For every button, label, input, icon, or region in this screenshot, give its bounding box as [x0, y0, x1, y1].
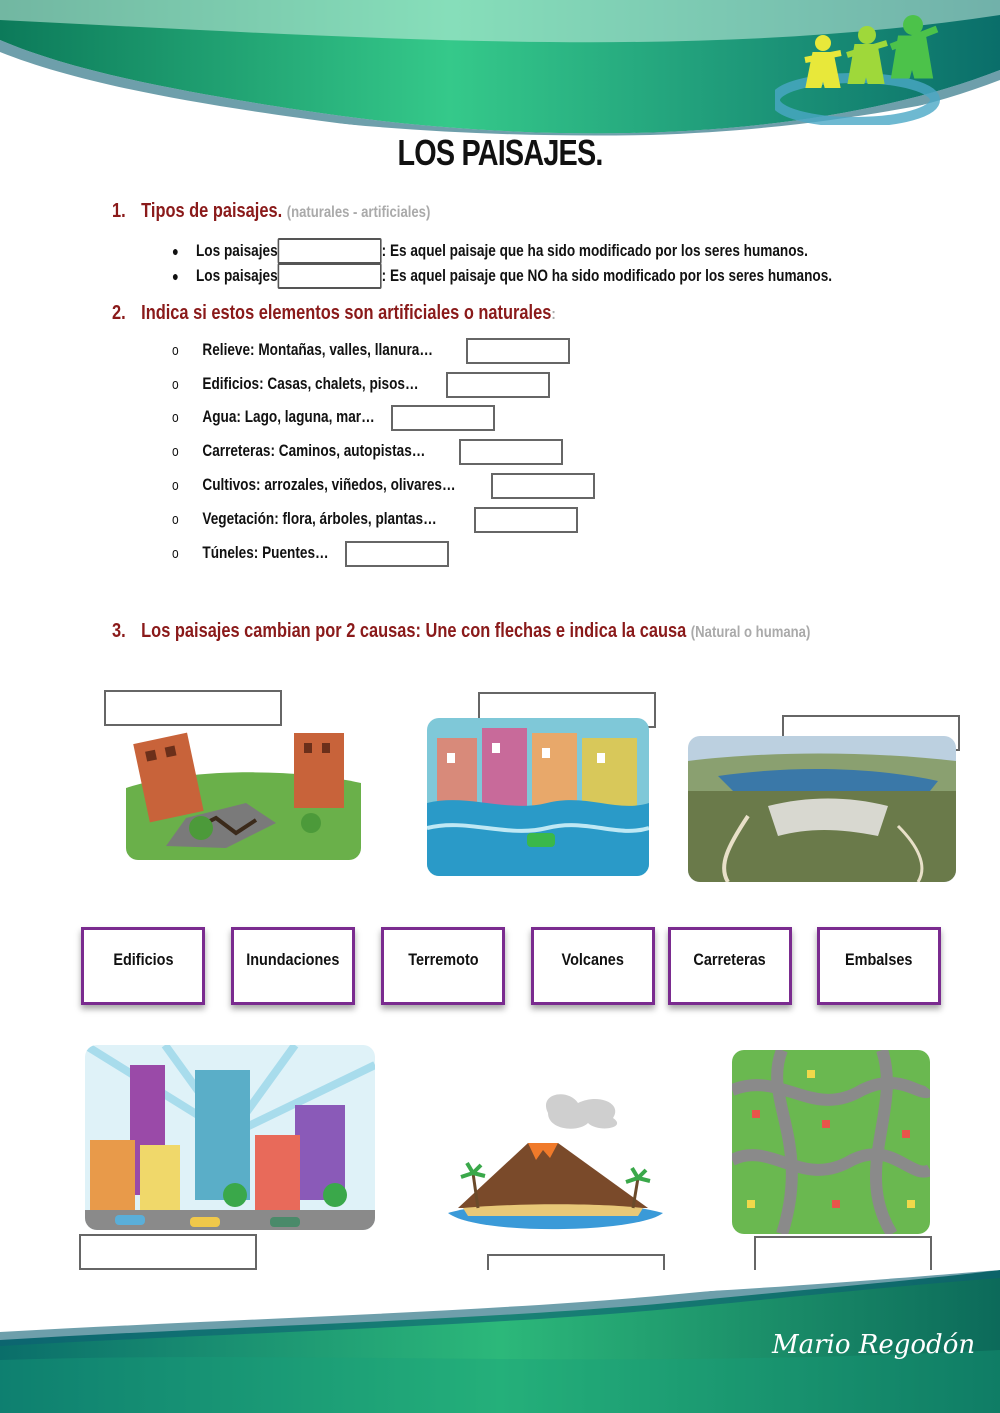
section3-number: 3. [112, 620, 126, 642]
section2-item [172, 543, 329, 563]
word-card-label: Volcanes [561, 950, 625, 969]
item-prefix: Los paisajes [196, 266, 278, 285]
flood-image [427, 718, 649, 876]
section2-number: 2. [112, 302, 126, 324]
section2-item-label: Túneles: Puentes… [202, 543, 329, 562]
city-buildings-image [85, 1045, 375, 1230]
section2-answer-box[interactable] [446, 372, 550, 398]
bullet-icon: ● [172, 243, 179, 259]
cause-answer-box-roads[interactable] [754, 1236, 932, 1272]
answer-blank-natural[interactable] [278, 263, 382, 289]
word-card-label: Inundaciones [246, 950, 340, 969]
section2-item-label: Vegetación: flora, árboles, plantas… [202, 509, 437, 528]
section1-number: 1. [112, 200, 126, 222]
section2-item [172, 475, 456, 495]
section2-suffix: : [551, 306, 556, 323]
author-signature: Mario Regodón [772, 1330, 976, 1360]
hollow-bullet-icon: o [172, 376, 179, 393]
section2-item [172, 340, 433, 360]
word-card-carreteras[interactable] [668, 927, 792, 1005]
word-card-label: Edificios [112, 950, 174, 969]
word-card-embalses[interactable] [817, 927, 941, 1005]
page-title: LOS PAISAJES. [397, 132, 603, 173]
section3-heading [112, 620, 810, 643]
hollow-bullet-icon: o [172, 511, 179, 528]
section2-item-label: Agua: Lago, laguna, mar… [202, 407, 375, 426]
cause-answer-box-buildings[interactable] [79, 1234, 257, 1270]
bullet-icon: ● [172, 268, 179, 284]
dam-image [688, 736, 956, 882]
volcano-image [438, 1088, 668, 1248]
section1-hint: (naturales - artificiales) [286, 204, 431, 221]
section2-title: Indica si estos elementos son artificiales o naturales [141, 302, 552, 324]
section2-item [172, 374, 419, 394]
section2-answer-box[interactable] [474, 507, 578, 533]
section2-item [172, 407, 375, 427]
section3-title: Los paisajes cambian por 2 causas: Une con flechas e indica la causa [141, 620, 687, 642]
section2-answer-box[interactable] [345, 541, 449, 567]
section1-title: Tipos de paisajes. [141, 200, 283, 222]
logo-figures-icon [775, 15, 945, 125]
section2-item-label: Edificios: Casas, chalets, pisos… [202, 374, 419, 393]
section2-answer-box[interactable] [491, 473, 595, 499]
section2-item-label: Relieve: Montañas, valles, llanura… [202, 340, 433, 359]
earthquake-image [126, 728, 361, 860]
section1-item-1 [172, 238, 808, 264]
section2-item-label: Cultivos: arrozales, viñedos, olivares… [202, 475, 456, 494]
word-card-inundaciones[interactable] [231, 927, 355, 1005]
hollow-bullet-icon: o [172, 477, 179, 494]
cause-answer-box-earthquake[interactable] [104, 690, 282, 726]
section2-heading [112, 302, 556, 325]
word-card-label: Carreteras [693, 950, 767, 969]
section2-item-label: Carreteras: Caminos, autopistas… [202, 441, 426, 460]
word-card-edificios[interactable] [81, 927, 205, 1005]
section1-heading [112, 200, 430, 223]
item-text: : Es aquel paisaje que NO ha sido modificado por los seres humanos. [381, 266, 833, 285]
section3-hint: (Natural o humana) [690, 624, 811, 641]
section2-answer-box[interactable] [391, 405, 495, 431]
word-card-label: Embalses [845, 950, 913, 969]
section2-answer-box[interactable] [459, 439, 563, 465]
hollow-bullet-icon: o [172, 443, 179, 460]
roads-image [732, 1050, 930, 1234]
section2-item [172, 509, 437, 529]
item-prefix: Los paisajes [196, 241, 278, 260]
word-card-label: Terremoto [407, 950, 479, 969]
word-card-terremoto[interactable] [381, 927, 505, 1005]
hollow-bullet-icon: o [172, 342, 179, 359]
section2-item [172, 441, 425, 461]
hollow-bullet-icon: o [172, 409, 179, 426]
word-card-volcanes[interactable] [531, 927, 655, 1005]
item-text: : Es aquel paisaje que ha sido modificado por los seres humanos. [381, 241, 808, 260]
section2-answer-box[interactable] [466, 338, 570, 364]
section1-item-2 [172, 263, 832, 289]
hollow-bullet-icon: o [172, 545, 179, 562]
answer-blank-artificial[interactable] [278, 238, 382, 264]
